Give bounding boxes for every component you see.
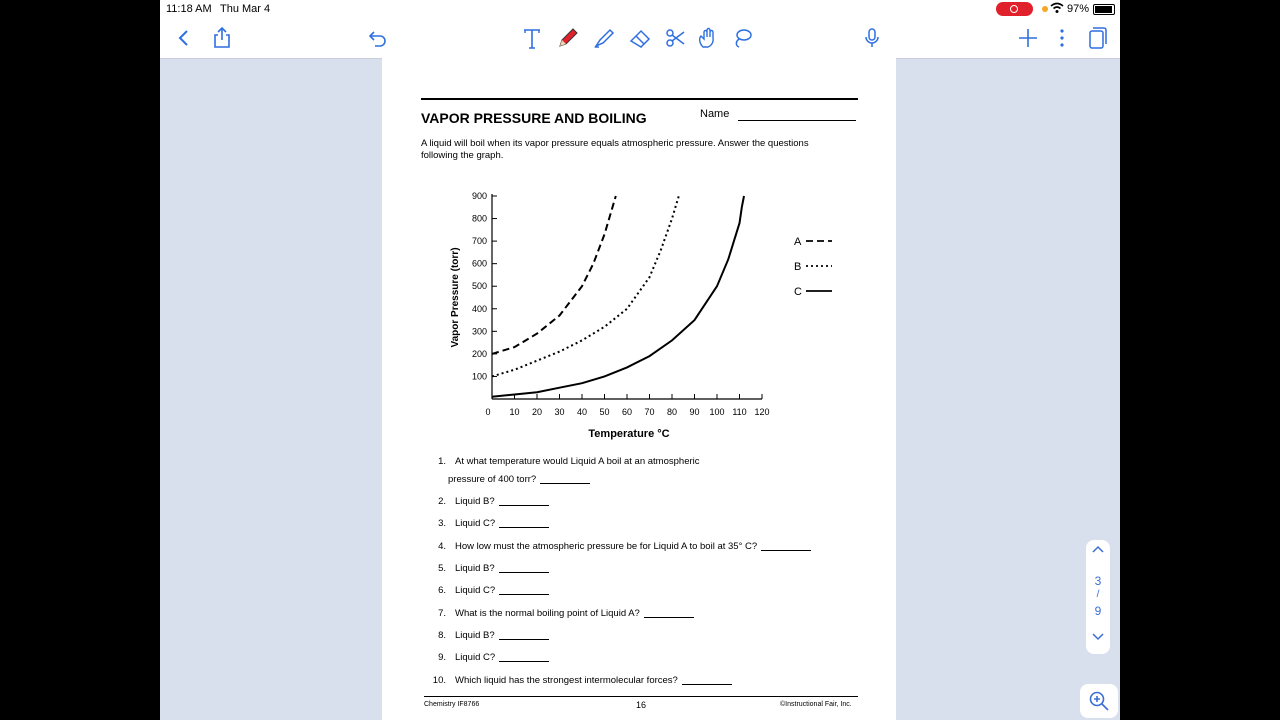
x-tick-label: 0 [485, 407, 491, 417]
question-number: 10. [432, 675, 446, 686]
x-tick-label: 120 [754, 407, 770, 417]
top-rule [421, 98, 858, 100]
question-item [428, 456, 700, 485]
chevron-down-icon[interactable] [1086, 630, 1110, 644]
question-number: 3. [438, 518, 446, 529]
status-bar [160, 0, 1120, 18]
current-page: 3 [1094, 574, 1102, 588]
y-tick-label: 700 [471, 236, 487, 247]
total-pages: 9 [1094, 604, 1102, 618]
name-field[interactable] [738, 120, 856, 121]
undo-icon[interactable] [364, 24, 392, 52]
x-tick-label: 70 [644, 407, 655, 417]
answer-blank[interactable] [499, 585, 549, 595]
eraser-icon[interactable] [626, 24, 654, 52]
question-text: Liquid B? [455, 496, 495, 507]
bottom-rule [424, 696, 858, 697]
legend-label: A [794, 236, 802, 248]
y-tick-label: 600 [471, 258, 487, 269]
lasso-icon[interactable] [728, 24, 756, 52]
scissors-icon[interactable] [662, 24, 690, 52]
share-icon[interactable] [208, 24, 236, 52]
x-axis-label: Temperature °C [588, 428, 670, 440]
wifi-icon [1050, 2, 1064, 17]
x-tick-label: 90 [689, 407, 700, 417]
question-number: 9. [438, 652, 446, 663]
question-item [428, 675, 732, 686]
y-tick-label: 500 [471, 281, 487, 292]
question-item [428, 563, 549, 574]
x-tick-label: 40 [576, 407, 588, 417]
question-number: 7. [438, 608, 446, 619]
question-text: How low must the atmospheric pressure be for Liquid A to boil at 35° C? [455, 541, 758, 552]
y-tick-label: 900 [471, 191, 487, 201]
screen-recording-indicator[interactable] [996, 2, 1033, 16]
text-tool-icon[interactable] [518, 24, 546, 52]
page-number: 16 [636, 700, 647, 710]
app-screen [160, 0, 1120, 720]
worksheet-page[interactable] [382, 58, 896, 720]
answer-blank[interactable] [499, 518, 549, 528]
y-axis-label: Vapor Pressure (torr) [450, 247, 461, 348]
answer-blank[interactable] [499, 496, 549, 506]
footer-left: Chemistry IF8766 [424, 701, 480, 708]
question-item [428, 496, 549, 507]
question-item [428, 652, 549, 663]
question-text: Liquid C? [455, 652, 496, 663]
name-label: Name [700, 108, 730, 120]
answer-blank[interactable] [761, 541, 811, 551]
question-text: Liquid B? [455, 630, 495, 641]
question-text: Which liquid has the strongest intermolecular forces? [455, 675, 678, 686]
question-item [428, 630, 549, 641]
more-icon[interactable] [1048, 24, 1076, 52]
question-item [428, 608, 694, 619]
x-tick-label: 10 [509, 407, 520, 417]
highlighter-icon[interactable] [590, 24, 618, 52]
battery-percent: 97% [1067, 3, 1090, 15]
question-text: At what temperature would Liquid A boil at an atmospheric [455, 456, 700, 467]
back-icon[interactable] [170, 24, 198, 52]
chevron-up-icon[interactable] [1086, 542, 1110, 556]
question-text: What is the normal boiling point of Liquid A? [455, 608, 640, 619]
x-tick-label: 60 [621, 407, 633, 417]
status-time: 11:18 AM [166, 3, 212, 15]
microphone-icon[interactable] [858, 24, 886, 52]
question-item [428, 541, 811, 552]
intro-text: A liquid will boil when its vapor pressure equals atmospheric pressure. Answer the questions following the graph. [421, 138, 809, 161]
question-number: 2. [438, 496, 446, 507]
series-line-b [492, 196, 679, 376]
answer-blank[interactable] [499, 563, 549, 573]
toolbar [160, 18, 1120, 59]
pen-icon[interactable] [554, 24, 582, 52]
add-icon[interactable] [1014, 24, 1042, 52]
page-title: VAPOR PRESSURE AND BOILING [421, 110, 647, 126]
x-tick-label: 110 [732, 407, 747, 417]
question-number: 8. [438, 630, 446, 641]
y-tick-label: 200 [471, 348, 487, 359]
x-tick-label: 50 [599, 407, 610, 417]
pages-icon[interactable] [1082, 24, 1110, 52]
y-tick-label: 800 [471, 213, 487, 224]
answer-blank[interactable] [682, 675, 732, 685]
question-number: 6. [438, 585, 446, 596]
series-line-c [492, 196, 744, 397]
question-text: Liquid C? [455, 518, 496, 529]
y-tick-label: 400 [471, 303, 487, 314]
legend-label: C [794, 286, 802, 298]
page-navigator [1086, 540, 1110, 654]
answer-blank[interactable] [499, 630, 549, 640]
footer-right: ©Instructional Fair, Inc. [780, 701, 852, 708]
battery-icon [1093, 4, 1115, 15]
x-tick-label: 80 [666, 407, 678, 417]
x-tick-label: 20 [531, 407, 543, 417]
y-tick-label: 300 [471, 326, 487, 337]
question-item [428, 518, 549, 529]
vapor-pressure-chart [442, 184, 842, 446]
answer-blank[interactable] [540, 474, 590, 484]
page-separator: / [1096, 589, 1100, 600]
question-number: 4. [438, 541, 446, 552]
y-tick-label: 100 [471, 371, 487, 382]
x-tick-label: 100 [709, 407, 725, 417]
question-number: 5. [438, 563, 446, 574]
question-text: Liquid B? [455, 563, 495, 574]
question-item [428, 585, 549, 596]
status-date: Thu Mar 4 [220, 3, 271, 15]
question-continuation-text: pressure of 400 torr? [448, 474, 537, 485]
answer-blank[interactable] [499, 652, 549, 662]
x-tick-label: 30 [554, 407, 565, 417]
question-number: 1. [438, 456, 446, 467]
answer-blank[interactable] [644, 608, 694, 618]
legend-label: B [794, 261, 802, 273]
zoom-icon[interactable] [1080, 684, 1118, 718]
mic-in-use-dot [1042, 6, 1048, 12]
question-continuation [448, 474, 590, 485]
question-text: Liquid C? [455, 585, 496, 596]
hand-icon[interactable] [694, 24, 722, 52]
